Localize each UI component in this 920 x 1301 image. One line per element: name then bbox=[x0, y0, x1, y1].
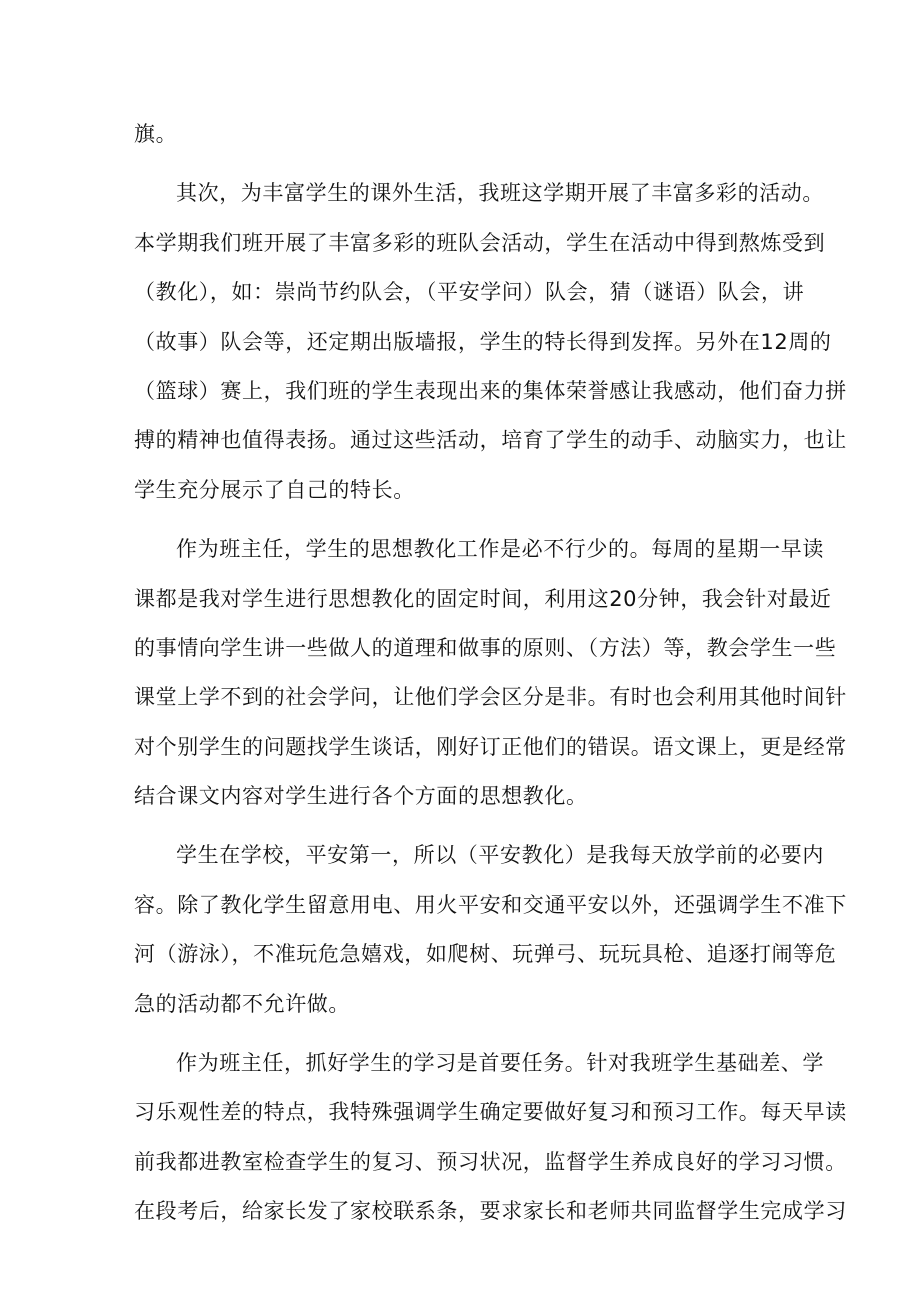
paragraph-gap bbox=[134, 821, 794, 831]
text-line: 作为班主任，学生的思想教化工作是必不行少的。每周的星期一早读 bbox=[176, 537, 824, 562]
text-line: 旗。 bbox=[134, 122, 178, 146]
text-line: 习乐观性差的特点，我特殊强调学生确定要做好复习和预习工作。每天早读 bbox=[134, 1100, 847, 1125]
document-body bbox=[134, 110, 847, 1237]
paragraph-5 bbox=[134, 1039, 847, 1237]
text-line: 的事情向学生讲一些做人的道理和做事的原则、（方法）等，教会学生一些 bbox=[134, 635, 837, 660]
paragraph-1 bbox=[134, 110, 794, 159]
text-line: （故事）队会等，还定期出版墙报，学生的特长得到发挥。另外在12周的 bbox=[134, 329, 832, 354]
paragraph-gap bbox=[134, 159, 794, 169]
text-line: 容。除了教化学生留意用电、用火平安和交通平安以外，还强调学生不准下 bbox=[134, 892, 847, 917]
text-line: 结合课文内容对学生进行各个方面的思想教化。 bbox=[134, 784, 588, 809]
text-line: 搏的精神也值得表扬。通过这些活动，培育了学生的动手、动脑实力，也让 bbox=[134, 428, 847, 453]
text-line: 其次，为丰富学生的课外生活，我班这学期开展了丰富多彩的活动。 bbox=[176, 181, 824, 206]
text-line: 作为班主任，抓好学生的学习是首要任务。针对我班学生基础差、学 bbox=[176, 1051, 824, 1076]
paragraph-4 bbox=[134, 831, 847, 1029]
paragraph-gap bbox=[134, 515, 794, 525]
paragraph-3 bbox=[134, 525, 847, 821]
text-line: （篮球）赛上，我们班的学生表现出来的集体荣誉感让我感动，他们奋力拼 bbox=[134, 378, 847, 403]
text-line: 前我都进教室检查学生的复习、预习状况，监督学生养成良好的学习习惯。 bbox=[134, 1149, 847, 1174]
text-line: 学生充分展示了自己的特长。 bbox=[134, 477, 415, 502]
text-line: 课堂上学不到的社会学问，让他们学会区分是非。有时也会利用其他时间针 bbox=[134, 685, 847, 710]
text-line: 河（游泳），不准玩危急嬉戏，如爬树、玩弹弓、玩玩具枪、追逐打闹等危 bbox=[134, 942, 837, 967]
text-line: （教化），如：崇尚节约队会，（平安学问）队会，猜（谜语）队会，讲 bbox=[134, 280, 805, 305]
text-line: 课都是我对学生进行思想教化的固定时间，利用这20分钟，我会针对最近 bbox=[134, 586, 832, 611]
text-line: 在段考后，给家长发了家校联系条，要求家长和老师共同监督学生完成学习 bbox=[134, 1199, 847, 1224]
paragraph-gap bbox=[134, 1029, 794, 1039]
text-line: 对个别学生的问题找学生谈话，刚好订正他们的错误。语文课上，更是经常 bbox=[134, 734, 847, 759]
text-line: 学生在学校，平安第一，所以（平安教化）是我每天放学前的必要内 bbox=[176, 843, 824, 868]
text-line: 本学期我们班开展了丰富多彩的班队会活动，学生在活动中得到熬炼受到 bbox=[134, 230, 826, 255]
text-line: 急的活动都不允许做。 bbox=[134, 991, 350, 1016]
paragraph-2 bbox=[134, 169, 847, 515]
